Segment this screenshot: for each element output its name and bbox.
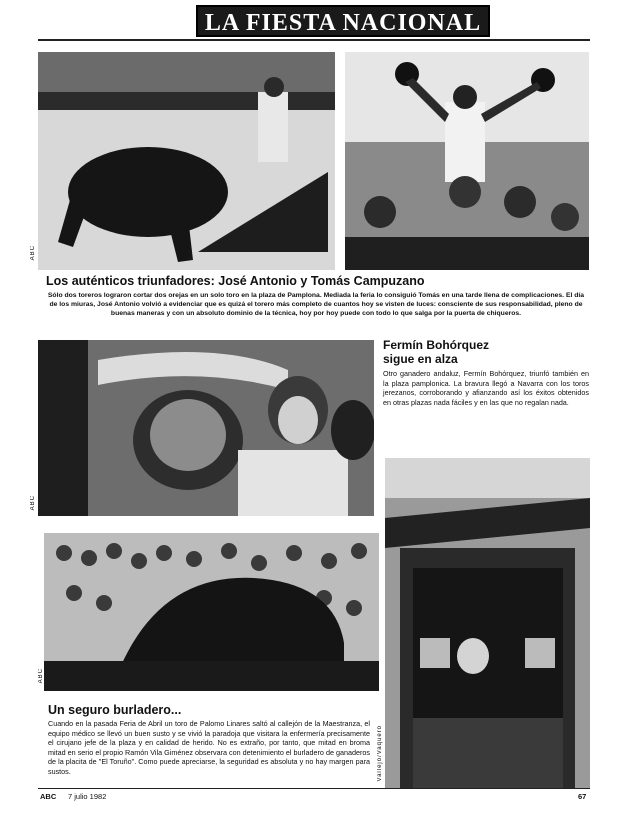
photo-burladero — [385, 458, 590, 788]
footer-brand: ABC — [40, 792, 57, 801]
bottom-headline: Un seguro burladero... — [48, 703, 182, 717]
bottom-body: Cuando en la pasada Feria de Abril un toro de Palomo Linares saltó al callejón de la Maestranza, el equipo médico se llevó un buen susto y se vivió la paradoja que visitara la enfermería precisamente el cirujano jefe de la plaza y en calidad de herido. No es extraño, por tanto, que mitad en broma mitad en serio el propio Ramón Vila Giménez observara con detenimiento el burladero de ganaderos de la placita de "El Toruño". Como puede apreciarse, la seguridad es absoluta y no hay margen para sustos. — [48, 719, 370, 776]
page-number: 67 — [578, 792, 587, 801]
photo-bullfight-pass — [38, 52, 335, 270]
photo-credit: ABC — [38, 668, 44, 684]
side-body: Otro ganadero andaluz, Fermín Bohórquez, triunfó también en la plaza pamplonica. La bravura llegó a Navarra con los toros jerezanos, corroborando y afianzando así los éxitos obtenidos en otras plazas nada fáciles y en las que no regalan nada. — [383, 369, 589, 407]
photo-bull-crowd — [44, 533, 379, 691]
side-headline — [383, 338, 593, 366]
photo-credit: ABC — [30, 495, 36, 511]
section-banner: LA FIESTA NACIONAL — [196, 5, 490, 37]
photo-fermin-bohorquez — [38, 340, 374, 516]
photo-credit: Vallejo/Vaquero — [377, 725, 383, 782]
footer-date: 7 julio 1982 — [68, 792, 107, 801]
main-headline: Los auténticos triunfadores: José Antonio y Tomás Campuzano — [46, 274, 425, 288]
side-headline-line1: Fermín Bohórquez — [383, 338, 490, 352]
main-body: Sólo dos toreros lograron cortar dos orejas en un solo toro en la plaza de Pamplona. Mediada la feria lo consiguió Tomás en una tarde llena de complicaciones. El día de los miuras, José Antonio volvió a evidenciar que es quizá el torero más completo de cuantos hoy se visten de luces: consciente de sus responsabilidad, pleno de buenas maneras y con un absoluto dominio de la técnica, hoy por hoy puede con todo lo que salga por la puerta de chiqueros. — [47, 292, 585, 317]
photo-torero-carried — [345, 52, 589, 270]
side-headline-line2: sigue en alza — [383, 352, 458, 366]
footer-rule — [38, 788, 590, 789]
header-rule — [38, 39, 590, 41]
photo-credit: ABC — [30, 245, 36, 261]
